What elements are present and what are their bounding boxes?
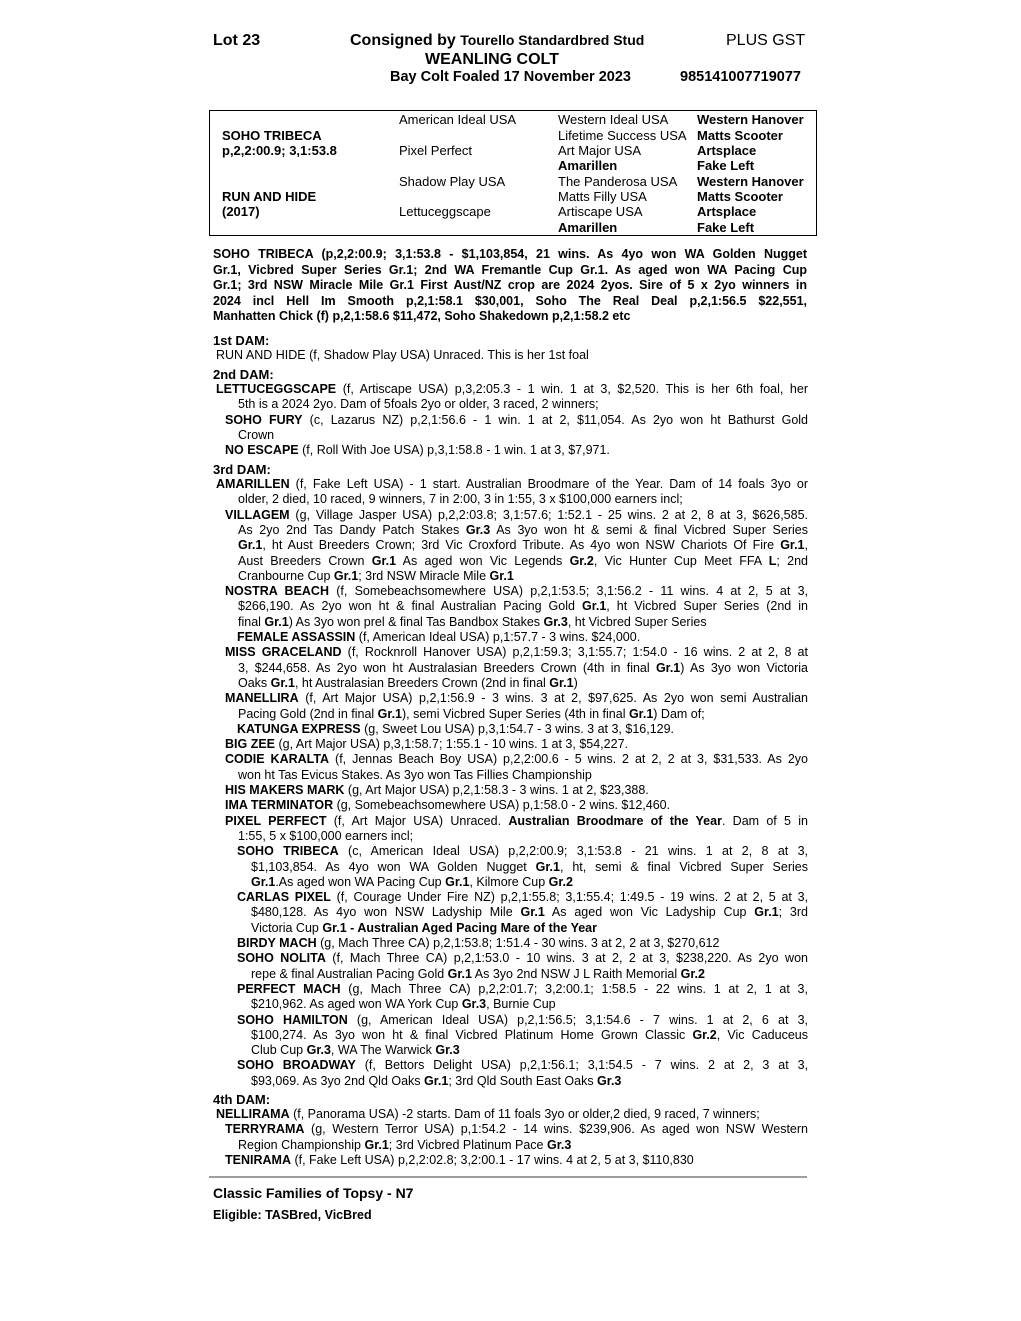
pedigree-gen3: Lifetime Success USA (558, 128, 687, 143)
pedigree-gen2: American Ideal USA (399, 112, 517, 127)
text-line: PIXEL PERFECT (f, Art Major USA) Unraced. Australian Broodmare of the Year. Dam of 5 in (225, 813, 808, 828)
pedigree-dam-year: (2017) (222, 204, 260, 219)
pedigree-gen2: Pixel Perfect (399, 143, 472, 158)
lot-number: Lot 23 (213, 32, 261, 49)
pedigree-gen3: Art Major USA (558, 143, 642, 158)
consigned-label: Consigned by (350, 32, 456, 49)
text-line: CARLAS PIXEL (f, Courage Under Fire NZ) p,2,1:55.8; 3,1:55.4; 1:49.5 - 19 wins. 2 at 2, 5 at 3, (237, 890, 809, 905)
text-line: won ht Tas Evicus Stakes. As 3yo won Tas Fillies Championship (238, 767, 592, 782)
foaled-info: Bay Colt Foaled 17 November 2023 (390, 69, 631, 85)
text-line: NOSTRA BEACH (f, Somebeachsomewhere USA) p,2,1:53.5; 3,1:56.2 - 11 wins. 4 at 2, 5 at 3, (225, 584, 808, 599)
text-line: Cranbourne Cup Gr.1; 3rd NSW Miracle Mile Gr.1 (238, 568, 514, 583)
text-line: $266,190. As 2yo won ht & final Australian Pacing Gold Gr.1, ht Vicbred Super Series (2nd in (238, 599, 808, 614)
text-line: Aust Breeders Crown Gr.1 As aged won Vic Legends Gr.2, Vic Hunter Cup Meet FFA L; 2nd (238, 553, 808, 568)
consigned-by (350, 32, 644, 50)
sire-summary-line: Gr.1, Vicbred Super Series Gr.1; 2nd WA Fremantle Cup Gr.1. As aged won WA Pacing Cup (213, 262, 807, 277)
text-line: BIG ZEE (g, Art Major USA) p,3,1:58.7; 1:55.1 - 10 wins. 1 at 3, $54,227. (225, 737, 628, 752)
pedigree-gen3: Matts Filly USA (558, 189, 647, 204)
first-dam-heading: 1st DAM: (213, 333, 270, 348)
pedigree-gen4: Artsplace (697, 204, 757, 219)
text-line: NELLIRAMA (f, Panorama USA) -2 starts. Dam of 11 foals 3yo or older,2 died, 9 raced, 7 winners; (216, 1107, 760, 1121)
sire-summary-line: Manhatten Chick (f) p,2,1:58.6 $11,472, Soho Shakedown p,2,1:58.2 etc (213, 309, 631, 324)
text-line: SOHO NOLITA (f, Mach Three CA) p,2,1:53.0 - 10 wins. 3 at 2, 2 at 3, $238,220. As 2yo won (237, 951, 808, 966)
text-line: 3, $244,658. As 2yo won ht Australasian Breeders Crown (4th in final Gr.1) As 3yo won Victoria (238, 660, 808, 675)
text-line: repe & final Australian Pacing Gold Gr.1 As 3yo 2nd NSW J L Raith Memorial Gr.2 (251, 966, 705, 981)
sire-summary-line: 2024 incl Hell Im Smooth p,2,1:58.1 $30,001, Soho The Real Deal p,2,1:56.5 $22,551, (213, 293, 807, 308)
pedigree-gen4: Fake Left (697, 220, 755, 235)
text-line: MANELLIRA (f, Art Major USA) p,2,1:56.9 - 3 wins. 3 at 2, $97,625. As 2yo won semi Australian (225, 691, 808, 706)
fourth-dam-heading: 4th DAM: (213, 1092, 271, 1107)
text-line: SOHO FURY (c, Lazarus NZ) p,2,1:56.6 - 1 win. 1 at 2, $11,054. As 2yo won ht Bathurst Gold (225, 412, 808, 427)
eligibility-line: Eligible: TASBred, VicBred (213, 1208, 372, 1222)
pedigree-gen3: Western Ideal USA (558, 112, 669, 127)
text-line: SOHO TRIBECA (c, American Ideal USA) p,2,2:00.9; 3,1:53.8 - 21 wins. 1 at 2, 8 at 3, (237, 844, 808, 859)
text-line: KATUNGA EXPRESS (g, Sweet Lou USA) p,3,1:54.7 - 3 wins. 3 at 3, $16,129. (237, 721, 675, 736)
text-line: Crown (238, 427, 275, 442)
pedigree-gen3: Amarillen (558, 158, 618, 173)
microchip-number: 985141007719077 (680, 69, 801, 85)
pedigree-gen3: Amarillen (558, 220, 618, 235)
pedigree-gen4: Matts Scooter (697, 128, 783, 143)
text-line: NO ESCAPE (f, Roll With Joe USA) p,3,1:58.8 - 1 win. 1 at 3, $7,971. (225, 443, 610, 458)
text-line: Pacing Gold (2nd in final Gr.1), semi Vicbred Super Series (4th in final Gr.1) Dam of; (238, 706, 705, 721)
consignor-name: Tourello Standardbred Stud (460, 32, 645, 48)
text-line: Gr.1.As aged won WA Pacing Cup Gr.1, Kilmore Cup Gr.2 (251, 874, 573, 889)
text-line: $210,962. As aged won WA York Cup Gr.3, Burnie Cup (251, 997, 556, 1012)
text-line: older, 2 died, 10 raced, 9 winners, 7 in 2:00, 3 in 1:55, 3 x $100,000 earners incl; (238, 492, 683, 507)
text-line: IMA TERMINATOR (g, Somebeachsomewhere USA) p,1:58.0 - 2 wins. $12,460. (225, 798, 671, 813)
pedigree-dam-name: RUN AND HIDE (222, 189, 317, 204)
text-line: As 2yo 2nd Tas Dandy Patch Stakes Gr.3 As 3yo won ht & semi & final Vicbred Super Series (238, 522, 808, 537)
text-line: BIRDY MACH (g, Mach Three CA) p,2,1:53.8; 1:51.4 - 30 wins. 3 at 2, 2 at 3, $270,612 (237, 936, 720, 950)
pedigree-gen2: Shadow Play USA (399, 174, 506, 189)
gst-note: PLUS GST (726, 32, 806, 49)
text-line: VILLAGEM (g, Village Jasper USA) p,2,2:03.8; 3,1:57.6; 1:52.1 - 25 wins. 2 at 2, 8 at 3, $626,585. (225, 507, 808, 522)
text-line: Gr.1, ht Aust Breeders Crown; 3rd Vic Croxford Tribute. As 4yo won NSW Chariots Of Fire Gr.1, (238, 538, 808, 553)
pedigree-gen4: Western Hanover (697, 112, 804, 127)
text-line: 1:55, 5 x $100,000 earners incl; (238, 828, 414, 843)
pedigree-gen3: Artiscape USA (558, 204, 643, 219)
pedigree-gen3: The Panderosa USA (558, 174, 678, 189)
text-line: AMARILLEN (f, Fake Left USA) - 1 start. Australian Broodmare of the Year. Dam of 14 foals 3yo or (216, 477, 808, 491)
text-line: LETTUCEGGSCAPE (f, Artiscape USA) p,3,2:05.3 - 1 win. 1 at 3, $2,520. This is her 6th foal, her (216, 382, 808, 396)
text-line: $93,069. As 3yo 2nd Qld Oaks Gr.1; 3rd Qld South East Oaks Gr.3 (251, 1073, 622, 1088)
text-line: $100,274. As 3yo won ht & final Vicbred Platinum Home Grown Classic Gr.2, Vic Caduceus (251, 1027, 808, 1042)
text-line: TENIRAMA (f, Fake Left USA) p,2,2:02.8; 3,2:00.1 - 17 wins. 4 at 2, 5 at 3, $110,830 (225, 1152, 694, 1167)
text-line: $480,128. As 4yo won NSW Ladyship Mile Gr.1 As aged won Vic Ladyship Cup Gr.1; 3rd (251, 905, 808, 920)
text-line: HIS MAKERS MARK (g, Art Major USA) p,2,1:58.3 - 3 wins. 1 at 2, $23,388. (225, 783, 649, 797)
text-line: 5th is a 2024 2yo. Dam of 5foals 2yo or older, 3 raced, 2 winners; (238, 397, 599, 412)
second-dam-heading: 2nd DAM: (213, 367, 274, 382)
text-line: CODIE KARALTA (f, Jennas Beach Boy USA) p,2,2:00.6 - 5 wins. 2 at 2, 2 at 3, $31,533. As 2yo (225, 752, 808, 767)
text-line: Victoria Cup Gr.1 - Australian Aged Pacing Mare of the Year (251, 920, 597, 935)
pedigree-sire-record: p,2,2:00.9; 3,1:53.8 (222, 143, 337, 158)
family-line: Classic Families of Topsy - N7 (213, 1185, 414, 1201)
text-line: Club Cup Gr.3, WA The Warwick Gr.3 (251, 1043, 460, 1058)
text-line: Oaks Gr.1, ht Australasian Breeders Crown (2nd in final Gr.1) (238, 675, 578, 690)
text-line: SOHO HAMILTON (g, American Ideal USA) p,2,1:56.5; 3,1:54.6 - 7 wins. 1 at 2, 6 at 3, (237, 1012, 808, 1027)
text-line: final Gr.1) As 3yo won prel & final Tas Bandbox Stakes Gr.3, ht Vicbred Super Series (238, 614, 707, 629)
text-line: MISS GRACELAND (f, Rocknroll Hanover USA) p,2,1:59.3; 3,1:55.7; 1:54.0 - 16 wins. 2 at 2, 8 at (225, 645, 808, 660)
text-line: TERRYRAMA (g, Western Terror USA) p,1:54.2 - 14 wins. $239,906. As aged won NSW Western (225, 1122, 808, 1137)
text-line: Region Championship Gr.1; 3rd Vicbred Platinum Pace Gr.3 (238, 1137, 572, 1152)
pedigree-gen4: Artsplace (697, 143, 757, 158)
pedigree-sire-name: SOHO TRIBECA (222, 128, 322, 143)
first-dam-text: RUN AND HIDE (f, Shadow Play USA) Unraced. This is her 1st foal (216, 348, 589, 362)
sire-summary-line: SOHO TRIBECA (p,2,2:00.9; 3,1:53.8 - $1,103,854, 21 wins. As 4yo won WA Golden Nugget (213, 247, 807, 261)
text-line: SOHO BROADWAY (f, Bettors Delight USA) p,2,1:56.1; 3,1:54.5 - 7 wins. 2 at 2, 3 at 3, (237, 1058, 808, 1073)
pedigree-gen4: Western Hanover (697, 174, 804, 189)
text-line: FEMALE ASSASSIN (f, American Ideal USA) p,1:57.7 - 3 wins. $24,000. (237, 630, 641, 644)
third-dam-heading: 3rd DAM: (213, 462, 271, 477)
footer-divider (209, 1176, 807, 1178)
pedigree-gen4: Fake Left (697, 158, 755, 173)
text-line: $1,103,854. As 4yo won WA Golden Nugget Gr.1, ht, semi & final Vicbred Super Series (251, 859, 808, 874)
sire-summary-line: Gr.1; 3rd NSW Miracle Mile Gr.1 First Aust/NZ crop are 2024 2yos. Sire of 5 x 2yo winners in (213, 278, 807, 293)
pedigree-gen4: Matts Scooter (697, 189, 783, 204)
lot-title: WEANLING COLT (425, 51, 559, 68)
text-line: PERFECT MACH (g, Mach Three CA) p,2,2:01.7; 3,2:00.1; 1:58.5 - 22 wins. 1 at 2, 1 at 3, (237, 981, 808, 996)
pedigree-gen2: Lettuceggscape (399, 204, 491, 219)
